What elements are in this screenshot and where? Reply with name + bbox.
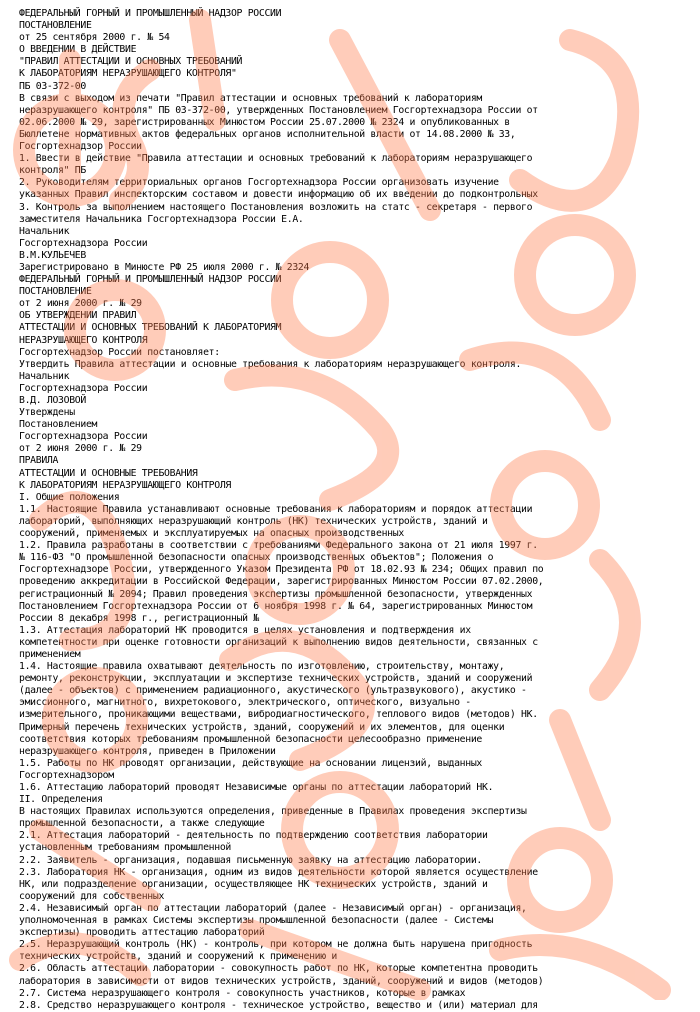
document-line: 2.3. Лаборатория НК - организация, одним из видов деятельности которой является осуществление bbox=[19, 866, 538, 878]
document-line: заместителя Начальника Госгортехнадзора России Е.А. bbox=[19, 213, 304, 225]
document-line: ремонту, реконструкции, эксплуатации и экспертизе технических устройств, зданий и сооружений bbox=[19, 673, 533, 685]
document-line: АТТЕСТАЦИИ И ОСНОВНЫЕ ТРЕБОВАНИЯ bbox=[19, 467, 198, 479]
document-line: Госгортехнадзор России bbox=[19, 141, 142, 153]
document-line: 2.5. Неразрушающий контроль (НК) - контроль, при котором не должна быть нарушена пригодность bbox=[19, 939, 533, 951]
document-line: Госгортехнадзора России bbox=[19, 431, 148, 443]
document-line: Бюллетене нормативных актов федеральных органов исполнительной власти от 14.08.2000 № 33, bbox=[19, 128, 516, 140]
document-line: В настоящих Правилах используются определения, приведенные в Правилах проведения экспертизы bbox=[19, 806, 527, 818]
document-line: ПБ 03-372-00 bbox=[19, 80, 86, 92]
document-line: применением bbox=[19, 648, 81, 660]
document-line: 2.4. Независимый орган по аттестации лабораторий (далее - Независимый орган) - организация, bbox=[19, 902, 527, 914]
document-line: измерительного, проникающими веществами, вибродиагностического, теплового видов (методов) НК. bbox=[19, 709, 538, 721]
document-line: контроля" ПБ bbox=[19, 165, 86, 177]
document-line: Утверждены bbox=[19, 407, 75, 419]
document-line: К ЛАБОРАТОРИЯМ НЕРАЗРУШАЮЩЕГО КОНТРОЛЯ bbox=[19, 479, 231, 491]
document-line: II. Определения bbox=[19, 794, 103, 806]
document-line: уполномоченная в рамках Системы экспертизы промышленной безопасности (далее - Системы bbox=[19, 915, 494, 927]
document-line: НЕРАЗРУШАЮЩЕГО КОНТРОЛЯ bbox=[19, 334, 148, 346]
document-line: Госгортехнадзоре России, утвержденного Указом Президента РФ от 18.02.93 № 234; Общих правил по bbox=[19, 564, 544, 576]
document-line: от 2 июня 2000 г. № 29 bbox=[19, 298, 142, 310]
document-line: (далее - объектов) с применением радиационного, акустического (ультразвукового), акустико - bbox=[19, 685, 527, 697]
document-line: Госгортехнадзором bbox=[19, 769, 114, 781]
document-line: 1. Ввести в действие "Правила аттестации и основных требований к лабораториям неразрушающего bbox=[19, 153, 533, 165]
document-line: 1.6. Аттестацию лабораторий проводят Независимые органы по аттестации лабораторий НК. bbox=[19, 782, 494, 793]
document-line: неразрушающего контроля, приведен в Приложении bbox=[19, 745, 276, 757]
document-line: соответствия которых требованиям промышленной безопасности целесообразно применение bbox=[19, 733, 482, 745]
document-line: НК, или подразделение организации, осуществляющее НК технических устройств, зданий и bbox=[19, 878, 488, 890]
document-line: 1.3. Аттестация лабораторий НК проводится в целях установления и подтверждения их bbox=[19, 624, 471, 636]
document-line: технических устройств, зданий и сооружений к применению и bbox=[19, 951, 337, 963]
document-line: Зарегистрировано в Минюсте РФ 25 июля 2000 г. № 2324 bbox=[19, 261, 310, 273]
document-line: К ЛАБОРАТОРИЯМ НЕРАЗРУШАЮЩЕГО КОНТРОЛЯ" bbox=[19, 68, 237, 80]
document-line: ПРАВИЛА bbox=[19, 455, 59, 467]
document-line: России 8 декабря 1998 г., регистрационный № bbox=[19, 612, 259, 624]
document-line: сооружений, применяемых и эксплуатируемых на опасных производственных bbox=[19, 528, 404, 540]
document-line: промышленной безопасности, а также следующие bbox=[19, 818, 265, 830]
document-line: 2.1. Аттестация лабораторий - деятельность по подтверждению соответствия лаборатории bbox=[19, 830, 488, 842]
document-body bbox=[19, 8, 695, 1012]
document-line: проведению аккредитации в Российской Федерации, зарегистрированных Минюстом России 07.02.2000, bbox=[19, 576, 544, 588]
document-line: 2.2. Заявитель - организация, подавшая письменную заявку на аттестацию лаборатории. bbox=[19, 854, 482, 866]
document-line: от 25 сентября 2000 г. № 54 bbox=[19, 32, 170, 44]
document-line: лабораторий, выполняющих неразрушающий контроль (НК) технических устройств, зданий и bbox=[19, 515, 488, 527]
document-line: эмиссионного, магнитного, вихретокового, электрического, оптического, визуально - bbox=[19, 697, 471, 709]
document-line: 1.4. Настоящие правила охватывают деятельность по изготовлению, строительству, монтажу, bbox=[19, 661, 505, 673]
document-line: от 2 июня 2000 г. № 29 bbox=[19, 443, 142, 455]
document-line: Примерный перечень технических устройств, зданий, сооружений и их элементов, для оценки bbox=[19, 721, 505, 733]
document-line: Постановлением Госгортехнадзора России от 6 ноября 1998 г. № 64, зарегистрированных Минюстом bbox=[19, 600, 533, 612]
document-line: неразрушающего контроля" ПБ 03-372-00, утвержденных Постановлением Госгортехнадзора России от bbox=[19, 104, 538, 116]
document-line: 2. Руководителям территориальных органов Госгортехнадзора России организовать изучение bbox=[19, 177, 499, 189]
document-line: 1.2. Правила разработаны в соответствии с требованиями Федерального закона от 21 июля 1997 г. bbox=[19, 540, 538, 552]
document-line: 2.8. Средство неразрушающего контроля - техническое устройство, вещество и (или) материал для bbox=[19, 999, 538, 1011]
document-line: ФЕДЕРАЛЬНЫЙ ГОРНЫЙ И ПРОМЫШЛЕННЫЙ НАДЗОР РОССИИ bbox=[19, 274, 282, 286]
document-line: Начальник bbox=[19, 370, 70, 382]
document-line: 1.1. Настоящие Правила устанавливают основные требования к лабораториям и порядок аттестации bbox=[19, 503, 533, 515]
document-line: Госгортехнадзора России bbox=[19, 237, 148, 249]
document-line: ОБ УТВЕРЖДЕНИИ ПРАВИЛ bbox=[19, 310, 137, 322]
document-line: В связи с выходом из печати "Правил аттестации и основных требований к лабораториям bbox=[19, 92, 482, 104]
document-line: 2.7. Система неразрушающего контроля - совокупность участников, которые в рамках bbox=[19, 987, 466, 999]
document-line: 3. Контроль за выполнением настоящего Постановления возложить на статс - секретаря - первого bbox=[19, 201, 533, 213]
document-line: АТТЕСТАЦИИ И ОСНОВНЫХ ТРЕБОВАНИЙ К ЛАБОРАТОРИЯМ bbox=[19, 322, 282, 334]
document-line: № 116-ФЗ "О промышленной безопасности опасных производственных объектов"; Положения о bbox=[19, 552, 494, 564]
document-line: ПОСТАНОВЛЕНИЕ bbox=[19, 20, 92, 32]
document-line: указанных Правил инспекторским составом и довести информацию об их введении до подконтрольных bbox=[19, 189, 538, 201]
document-line: регистрационный № 2094; Правил проведения экспертизы промышленной безопасности, утвержденных bbox=[19, 588, 533, 600]
document-line: ПОСТАНОВЛЕНИЕ bbox=[19, 286, 92, 298]
document-line: Утвердить Правила аттестации и основные требования к лабораториям неразрушающего контроля. bbox=[19, 358, 522, 370]
document-line: 2.6. Область аттестации лаборатории - совокупность работ по НК, которые компетентна проводить bbox=[19, 963, 538, 975]
document-line: В.Д. ЛОЗОВОЙ bbox=[19, 395, 86, 406]
document-line: 1.5. Работы по НК проводят организации, действующие на основании лицензий, выданных bbox=[19, 757, 482, 769]
document-line: лаборатория в зависимости от видов технических устройств, зданий, сооружений и видов (методов) bbox=[19, 975, 544, 987]
document-line: Госгортехнадзора России bbox=[19, 382, 148, 394]
document-line: В.М.КУЛЬЕЧЕВ bbox=[19, 249, 86, 261]
document-line: ФЕДЕРАЛЬНЫЙ ГОРНЫЙ И ПРОМЫШЛЕННЫЙ НАДЗОР РОССИИ bbox=[19, 8, 282, 19]
document-line: установленным требованиям промышленной bbox=[19, 842, 231, 854]
document-line: экспертизы) проводить аттестацию лабораторий bbox=[19, 927, 265, 939]
document-line: Госгортехнадзор России постановляет: bbox=[19, 346, 220, 358]
document-line: О ВВЕДЕНИИ В ДЕЙСТВИЕ bbox=[19, 44, 137, 56]
document-line: Постановлением bbox=[19, 419, 98, 431]
document-line: компетентности при оценке готовности организаций к выполнению видов деятельности, связанных с bbox=[19, 636, 538, 648]
document-line: 02.06.2000 № 29, зарегистрированных Минюстом России 25.07.2000 № 2324 и опубликованных в bbox=[19, 116, 510, 128]
document-line: "ПРАВИЛ АТТЕСТАЦИИ И ОСНОВНЫХ ТРЕБОВАНИЙ bbox=[19, 56, 243, 68]
document-line: Начальник bbox=[19, 225, 70, 237]
document-line: сооружений для собственных bbox=[19, 890, 165, 902]
document-line: I. Общие положения bbox=[19, 491, 120, 503]
